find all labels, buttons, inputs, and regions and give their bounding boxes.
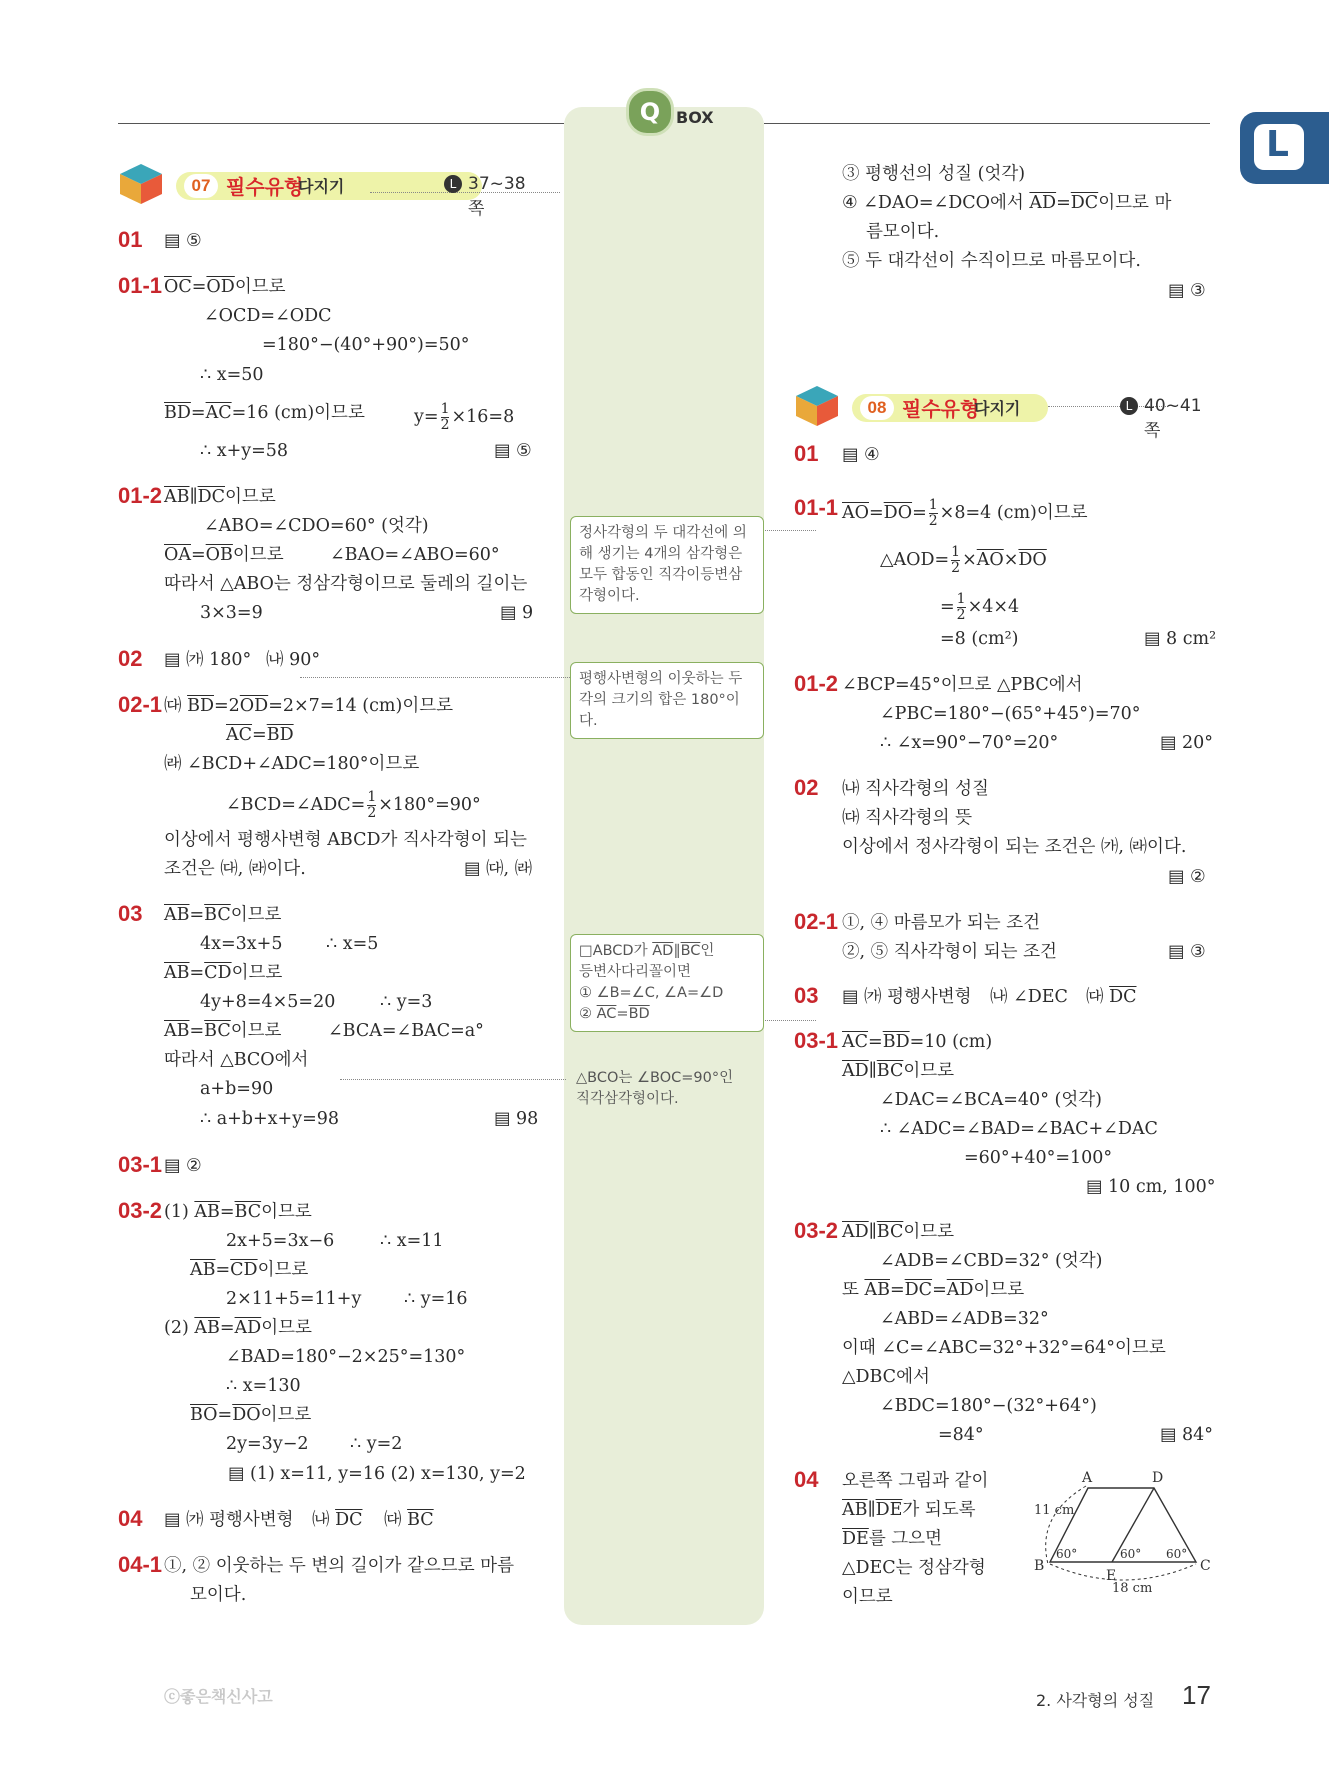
- problem-04-1-label: 04-1: [118, 1552, 163, 1577]
- line: ②, ⑤ 직사각형이 되는 조건: [842, 942, 1057, 962]
- line: (2) $\overline{AB}=\overline{AD}$이므로: [164, 1318, 312, 1338]
- answer-c: ㈐ $\overline{DC}$: [1086, 987, 1137, 1007]
- line: ∠ABO=∠CDO=60° (엇각): [204, 516, 429, 536]
- line: 3×3=9: [200, 603, 263, 623]
- label-d: D: [1152, 1470, 1164, 1486]
- line: 따라서 △ABO는 정삼각형이므로 둘레의 길이는: [164, 574, 528, 594]
- problem-04-label: 04: [794, 1467, 819, 1492]
- line: $\overline{AD}\parallel\overline{BC}$이므로: [842, 1222, 955, 1242]
- level-letter: L: [1266, 124, 1289, 165]
- label-e: E: [1106, 1568, 1117, 1584]
- problem-03-label: 03: [794, 983, 819, 1008]
- cube-icon: [118, 162, 164, 204]
- line: $\overline{AD}\parallel\overline{BC}$이므로: [842, 1061, 955, 1081]
- angle-b: 60°: [1056, 1547, 1078, 1561]
- answer-mark: ▤: [1168, 942, 1185, 962]
- answer: ②: [1190, 867, 1206, 887]
- line: ∴ y=2: [350, 1434, 403, 1454]
- answer-mark: ▤: [164, 1510, 181, 1530]
- top-rule-left: [118, 123, 564, 124]
- line: ∴ x=11: [380, 1231, 444, 1251]
- problem-03-1-label: 03-1: [794, 1028, 839, 1053]
- answer-a: ㈎ 평행사변형: [186, 1510, 294, 1530]
- problem-01-2-label: 01-2: [794, 671, 839, 696]
- line: ⑤ 두 대각선이 수직이므로 마름모이다.: [842, 251, 1141, 271]
- line: ∠BAD=180°−2×25°=130°: [226, 1347, 466, 1367]
- line: ∠PBC=180°−(65°+45°)=70°: [880, 704, 1141, 724]
- label-b: B: [1034, 1558, 1045, 1574]
- line: =60°+40°=100°: [964, 1148, 1113, 1168]
- line: 따라서 △BCO에서: [164, 1050, 309, 1070]
- problem-04-label: 04: [118, 1506, 143, 1531]
- page-number: 17: [1182, 1680, 1211, 1710]
- problem-01-1-label: 01-1: [118, 273, 163, 298]
- problem-01-label: 01: [794, 441, 819, 466]
- q-box-column: [564, 107, 764, 1625]
- line: ∴ x=50: [200, 365, 264, 385]
- line: 이때 ∠C=∠ABC=32°+32°=64°이므로: [842, 1338, 1166, 1358]
- section-08-header: [794, 388, 1214, 441]
- line: 4x=3x+5: [200, 934, 283, 954]
- answer-b: ㈏ ∠DEC: [990, 987, 1068, 1007]
- line: 2x+5=3x−6: [226, 1231, 335, 1251]
- answer: 8 cm²: [1166, 629, 1217, 649]
- line: =8 (cm²): [940, 629, 1019, 649]
- problem-01-2-label: 01-2: [118, 483, 163, 508]
- line: 름모이다.: [866, 222, 940, 242]
- publisher-logo: ⓒ좋은책신사고: [164, 1687, 273, 1706]
- connector: [340, 1079, 566, 1080]
- line: ∴ y=16: [404, 1289, 468, 1309]
- answer-mark: ▤: [1160, 1425, 1177, 1445]
- problem-02-1-label: 02-1: [118, 692, 163, 717]
- angle-c: 60°: [1166, 1547, 1188, 1561]
- note-square-diagonals: 정사각형의 두 대각선에 의 해 생기는 4개의 삼각형은 모두 합동인 직각이등변삼 각형이다.: [570, 516, 764, 614]
- line: ∴ x+y=58: [200, 441, 289, 461]
- line: △DEC는 정삼각형: [842, 1558, 986, 1578]
- line: ㈐ 직사각형의 뜻: [842, 808, 973, 828]
- line: $\overline{AB}=\overline{CD}$이므로: [164, 963, 283, 983]
- line: $\overline{AB}=\overline{BC}$이므로: [164, 905, 282, 925]
- line: 오른쪽 그림과 같이: [842, 1471, 989, 1491]
- answer-c: ㈐ $\overline{BC}$: [384, 1510, 434, 1530]
- problem-03-2-label: 03-2: [118, 1198, 163, 1223]
- answer-mark: ▤: [494, 1109, 511, 1129]
- line: 조건은 ㈐, ㈑이다.: [164, 859, 306, 879]
- line: ∠OCD=∠ODC: [204, 306, 332, 326]
- answer-a: ㈎ 180°: [186, 650, 252, 670]
- line: $\overline{BD}=\overline{AC}=16$ (cm)이므로: [164, 403, 365, 423]
- fraction-line: ∠BCD=∠ADC= $\frac{1}{2}$ ×180°=90°: [226, 789, 481, 821]
- label-18cm: 18 cm: [1112, 1581, 1153, 1596]
- problem-02-label: 02: [118, 646, 143, 671]
- section-07-page-ref: 37~38쪽: [468, 174, 526, 219]
- line: $\overline{AB}=\overline{BC}$이므로: [164, 1021, 282, 1041]
- top-rule-right: [764, 123, 1210, 124]
- answer-mark: ▤: [164, 650, 181, 670]
- answer-mark: ▤: [1168, 867, 1185, 887]
- fraction-line: = $\frac{1}{2}$ ×4×4: [940, 591, 1020, 623]
- answer-mark: ▤: [164, 1156, 181, 1176]
- arc-bc: [1050, 1564, 1196, 1580]
- line: 이상에서 정사각형이 되는 조건은 ㈎, ㈑이다.: [842, 837, 1187, 857]
- chapter-title: 2. 사각형의 성질: [1036, 1691, 1155, 1710]
- line: $\overline{OA}=\overline{OB}$이므로: [164, 545, 284, 565]
- trapezoid-figure: [1028, 1466, 1228, 1606]
- line: a+b=90: [200, 1079, 274, 1099]
- section-07-number: 07: [184, 174, 218, 198]
- answer: ③: [1190, 942, 1206, 962]
- problem-01-label: 01: [118, 227, 143, 252]
- line: ∴ x=5: [326, 934, 379, 954]
- line: ∠DAC=∠BCA=40° (엇각): [880, 1090, 1102, 1110]
- answer: ㈐, ㈑: [486, 859, 533, 879]
- line: $\overline{AC}=\overline{BD}$: [226, 725, 294, 745]
- line: $\overline{BO}=\overline{DO}$이므로: [190, 1405, 312, 1425]
- fraction-line: y= $\frac{1}{2}$ ×16=8: [414, 401, 515, 433]
- line: ①, ④ 마름모가 되는 조건: [842, 913, 1041, 933]
- line: ∴ ∠x=90°−70°=20°: [880, 733, 1059, 753]
- line: (1) $\overline{AB}=\overline{BC}$이므로: [164, 1202, 312, 1222]
- line: ∠BAO=∠ABO=60°: [330, 545, 500, 565]
- line: ∴ y=3: [380, 992, 433, 1012]
- problem-03-label: 03: [118, 901, 143, 926]
- fraction-line: △AOD= $\frac{1}{2}$ $\times\overline{AO}\times\overline{DO}$: [880, 544, 1047, 576]
- line: 이상에서 평행사변형 ABCD가 직사각형이 되는: [164, 830, 527, 850]
- line: ∠BCA=∠BAC=a°: [328, 1021, 484, 1041]
- q-box-badge: [626, 88, 674, 136]
- line: ∠BDC=180°−(32°+64°): [880, 1396, 1097, 1416]
- connector: [756, 530, 816, 531]
- label-a: A: [1082, 1470, 1093, 1486]
- line: ①, ② 이웃하는 두 변의 길이가 같으므로 마름: [164, 1556, 514, 1576]
- answer: 10 cm, 100°: [1108, 1177, 1216, 1197]
- line: ∠BCP=45°이므로 △PBC에서: [842, 675, 1083, 695]
- line: $\overline{AC}=\overline{BD}=10$ (cm): [842, 1032, 993, 1052]
- q-letter: Q: [639, 98, 661, 126]
- line: $\overline{AB}=\overline{CD}$이므로: [190, 1260, 309, 1280]
- line: ㈑ ∠BCD+∠ADC=180°이므로: [164, 754, 420, 774]
- section-08-title: 필수유형: [902, 397, 980, 421]
- answer-b: ㈏ $\overline{DC}$: [312, 1510, 363, 1530]
- problem-01-answer: ⑤: [186, 231, 202, 251]
- line: $\overline{AB}\parallel\overline{DC}$이므로: [164, 487, 276, 507]
- line: ∴ x=130: [226, 1376, 301, 1396]
- answer-mark: ▤: [164, 231, 181, 251]
- answer-mark: ▤: [1168, 281, 1185, 301]
- line: =84°: [938, 1425, 984, 1445]
- section-07-header: [118, 166, 538, 219]
- section-07-title: 필수유형: [226, 175, 304, 199]
- section-08-sub: 다지기: [974, 399, 1021, 418]
- answer: 98: [516, 1109, 539, 1129]
- line: △DBC에서: [842, 1367, 930, 1387]
- line: 2y=3y−2: [226, 1434, 309, 1454]
- answer-mark: ▤: [1144, 629, 1161, 649]
- line: $\overline{OC}=\overline{OD}$이므로: [164, 277, 286, 297]
- answer-mark: ▤: [842, 987, 859, 1007]
- answer-mark: ▤: [228, 1464, 245, 1484]
- connector: [756, 1020, 816, 1021]
- fraction-line: $\overline{AO}=\overline{DO}=$ $\frac{1}{2}$ ×8=4 (cm)이므로: [842, 497, 1088, 529]
- line: 모이다.: [190, 1585, 247, 1605]
- answer-mark: ▤: [1160, 733, 1177, 753]
- connector: [300, 677, 570, 678]
- line: ∴ ∠ADC=∠BAD=∠BAC+∠DAC: [880, 1119, 1158, 1139]
- answer-mark: ▤: [464, 859, 481, 879]
- answer-mark: ▤: [494, 441, 511, 461]
- cube-icon: [794, 384, 840, 426]
- line: ④ ∠DAO=∠DCO에서 $\overline{AD}=\overline{DC}$이므로 마: [842, 193, 1172, 213]
- problem-01-1-label: 01-1: [794, 495, 839, 520]
- answer-a: ㈎ 평행사변형: [864, 987, 972, 1007]
- lesson-icon: L: [1120, 397, 1138, 415]
- answer: ②: [186, 1156, 202, 1176]
- line: =180°−(40°+90°)=50°: [262, 335, 470, 355]
- label-11cm: 11 cm: [1034, 1503, 1075, 1518]
- answer-b: ㈏ 90°: [266, 650, 321, 670]
- line: $\overline{AB}\parallel\overline{DE}$가 되도록: [842, 1500, 976, 1520]
- answer-mark: ▤: [500, 603, 517, 623]
- line: 또 $\overline{AB}=\overline{DC}=\overline{AD}$이므로: [842, 1280, 1025, 1300]
- line: 이므로: [842, 1587, 893, 1607]
- answer: (1) x=11, y=16 (2) x=130, y=2: [250, 1464, 526, 1484]
- answer: 20°: [1182, 733, 1214, 753]
- problem-03-1-label: 03-1: [118, 1152, 163, 1177]
- answer: ③: [1190, 281, 1206, 301]
- problem-02-label: 02: [794, 775, 819, 800]
- lesson-icon: L: [444, 175, 462, 193]
- answer: ⑤: [516, 441, 532, 461]
- section-08-number: 08: [860, 396, 894, 420]
- note-right-triangle: △BCO는 ∠BOC=90°인 직각삼각형이다.: [576, 1070, 734, 1107]
- answer: ④: [864, 445, 880, 465]
- line: ㈏ 직사각형의 성질: [842, 779, 989, 799]
- line: ∠ADB=∠CBD=32° (엇각): [880, 1251, 1103, 1271]
- line: 4y+8=4×5=20: [200, 992, 336, 1012]
- problem-03-2-label: 03-2: [794, 1218, 839, 1243]
- level-tab: [1240, 112, 1329, 184]
- answer-mark: ▤: [842, 445, 859, 465]
- note-isosceles-trapezoid: □ABCD가 $\overline{AD}\parallel\overline{BC}$인 등변사다리꼴이면 ① ∠B=∠C, ∠A=∠D ② $\overline{AC}=\overline{BD}$: [570, 934, 764, 1032]
- problem-02-1-label: 02-1: [794, 909, 839, 934]
- angle-e: 60°: [1120, 1547, 1142, 1561]
- section-07-sub: 다지기: [298, 177, 345, 196]
- note-parallelogram-angles: 평행사변형의 이웃하는 두 각의 크기의 합은 180°이 다.: [570, 662, 764, 739]
- q-box-label: BOX: [676, 108, 714, 127]
- line: $\overline{DE}$를 그으면: [842, 1529, 942, 1549]
- line: ③ 평행선의 성질 (엇각): [842, 164, 1026, 184]
- answer: 84°: [1182, 1425, 1214, 1445]
- line: ㈐ $\overline{BD}=2\overline{OD}=2\times 7=14$ (cm)이므로: [164, 696, 454, 716]
- line: ∴ a+b+x+y=98: [200, 1109, 340, 1129]
- label-c: C: [1200, 1558, 1211, 1574]
- section-08-page-ref: 40~41쪽: [1144, 396, 1202, 441]
- line: ∠ABD=∠ADB=32°: [880, 1309, 1049, 1329]
- line: 2×11+5=11+y: [226, 1289, 362, 1309]
- answer-mark: ▤: [1086, 1177, 1103, 1197]
- answer: 9: [522, 603, 534, 623]
